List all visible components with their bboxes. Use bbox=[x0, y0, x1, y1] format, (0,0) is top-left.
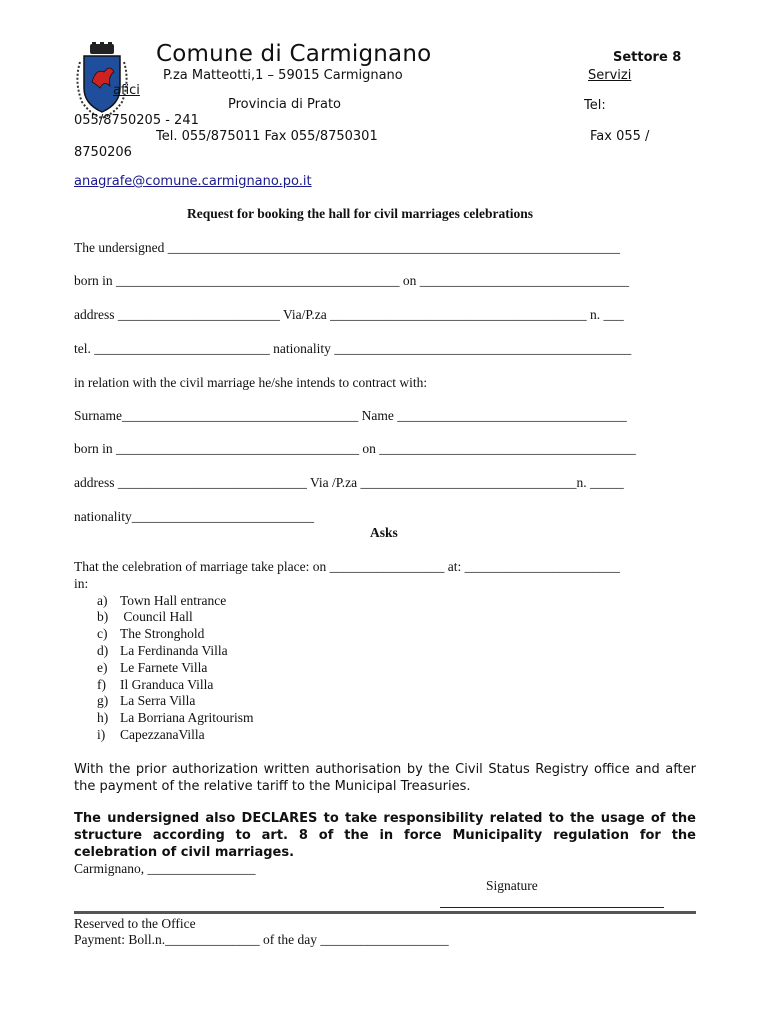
spouse-nationality-field[interactable]: nationality___________________________ bbox=[74, 509, 314, 524]
venue-item[interactable] bbox=[97, 710, 253, 726]
venue-marker: i) bbox=[97, 727, 106, 742]
venue-label: La Ferdinanda Villa bbox=[120, 643, 228, 658]
declaration-paragraph: The undersigned also DECLARES to take responsibility related to the usage of the structure according to art. 8 of the in force Municipality regulation for the celebration of civil marriages. bbox=[74, 811, 696, 860]
venue-item[interactable] bbox=[97, 626, 204, 642]
venue-label: Town Hall entrance bbox=[120, 593, 227, 608]
birth-field[interactable]: born in __________________________________________ on _______________________________ bbox=[74, 273, 629, 288]
tel-fax-line: Tel. 055/875011 Fax 055/8750301 bbox=[156, 129, 378, 144]
venue-label: Le Farnete Villa bbox=[120, 660, 208, 675]
spouse-address-field[interactable]: address ____________________________ Via /P.za ________________________________n. _____ bbox=[74, 475, 624, 490]
municipality-name: Comune di Carmignano bbox=[156, 41, 432, 67]
venue-label: La Borriana Agritourism bbox=[120, 710, 254, 725]
services-label-continued: afici bbox=[113, 83, 140, 98]
payment-field[interactable]: Payment: Boll.n.______________ of the day ___________________ bbox=[74, 932, 449, 947]
relation-text: in relation with the civil marriage he/she intends to contract with: bbox=[74, 375, 428, 390]
spouse-birth-field[interactable]: born in ____________________________________ on ______________________________________ bbox=[74, 441, 636, 456]
spouse-name-field[interactable]: Surname___________________________________ Name __________________________________ bbox=[74, 408, 627, 423]
venue-marker: c) bbox=[97, 626, 108, 641]
office-divider bbox=[74, 911, 696, 914]
asks-heading: Asks bbox=[370, 525, 398, 540]
venue-item[interactable] bbox=[97, 643, 228, 659]
signature-line[interactable] bbox=[440, 907, 664, 908]
venue-label: Il Granduca Villa bbox=[120, 677, 214, 692]
fax-label: Fax 055 / bbox=[590, 129, 650, 144]
tel-numbers: 055/8750205 - 241 bbox=[74, 113, 199, 128]
venue-label: CapezzanaVilla bbox=[120, 727, 205, 742]
in-label: in: bbox=[74, 576, 89, 591]
venue-marker: e) bbox=[97, 660, 108, 675]
venue-label: The Stronghold bbox=[120, 626, 205, 641]
venue-marker: g) bbox=[97, 693, 109, 708]
venue-item[interactable] bbox=[97, 693, 195, 709]
authorisation-paragraph: With the prior authorization written authorisation by the Civil Status Registry office and after the payment of the relative tariff to the Municipal Treasuries. bbox=[74, 762, 696, 794]
venue-marker: f) bbox=[97, 677, 106, 692]
office-address: P.za Matteotti,1 – 59015 Carmignano bbox=[163, 68, 403, 83]
services-label: Servizi bbox=[588, 68, 632, 83]
signature-label: Signature bbox=[486, 878, 538, 893]
venue-label: Council Hall bbox=[120, 609, 193, 624]
fax-number: 8750206 bbox=[74, 145, 132, 160]
venue-marker: b) bbox=[97, 609, 109, 624]
venue-item[interactable] bbox=[97, 609, 193, 625]
venue-item[interactable] bbox=[97, 660, 207, 676]
venue-marker: h) bbox=[97, 710, 109, 725]
undersigned-field[interactable]: The undersigned ___________________________________________________________________ bbox=[74, 240, 620, 255]
venue-item[interactable] bbox=[97, 727, 205, 743]
venue-item[interactable] bbox=[97, 593, 226, 609]
sector-label: Settore 8 bbox=[613, 50, 682, 65]
venue-item[interactable] bbox=[97, 677, 213, 693]
venue-marker: a) bbox=[97, 593, 108, 608]
office-reserved-label: Reserved to the Office bbox=[74, 916, 196, 931]
email-link[interactable]: anagrafe@comune.carmignano.po.it bbox=[74, 174, 312, 189]
venue-marker: d) bbox=[97, 643, 109, 658]
venue-label: La Serra Villa bbox=[120, 693, 196, 708]
form-title: Request for booking the hall for civil marriages celebrations bbox=[187, 206, 533, 221]
tel-label: Tel: bbox=[584, 98, 606, 113]
place-date-field[interactable]: Carmignano, ________________ bbox=[74, 861, 256, 876]
province-label: Provincia di Prato bbox=[228, 97, 341, 112]
celebration-date-field[interactable]: That the celebration of marriage take place: on _________________ at: _______________________ bbox=[74, 559, 620, 574]
address-field[interactable]: address ________________________ Via/P.za ______________________________________ n. ___ bbox=[74, 307, 624, 322]
tel-nationality-field[interactable]: tel. __________________________ nationality ____________________________________________ bbox=[74, 341, 632, 356]
